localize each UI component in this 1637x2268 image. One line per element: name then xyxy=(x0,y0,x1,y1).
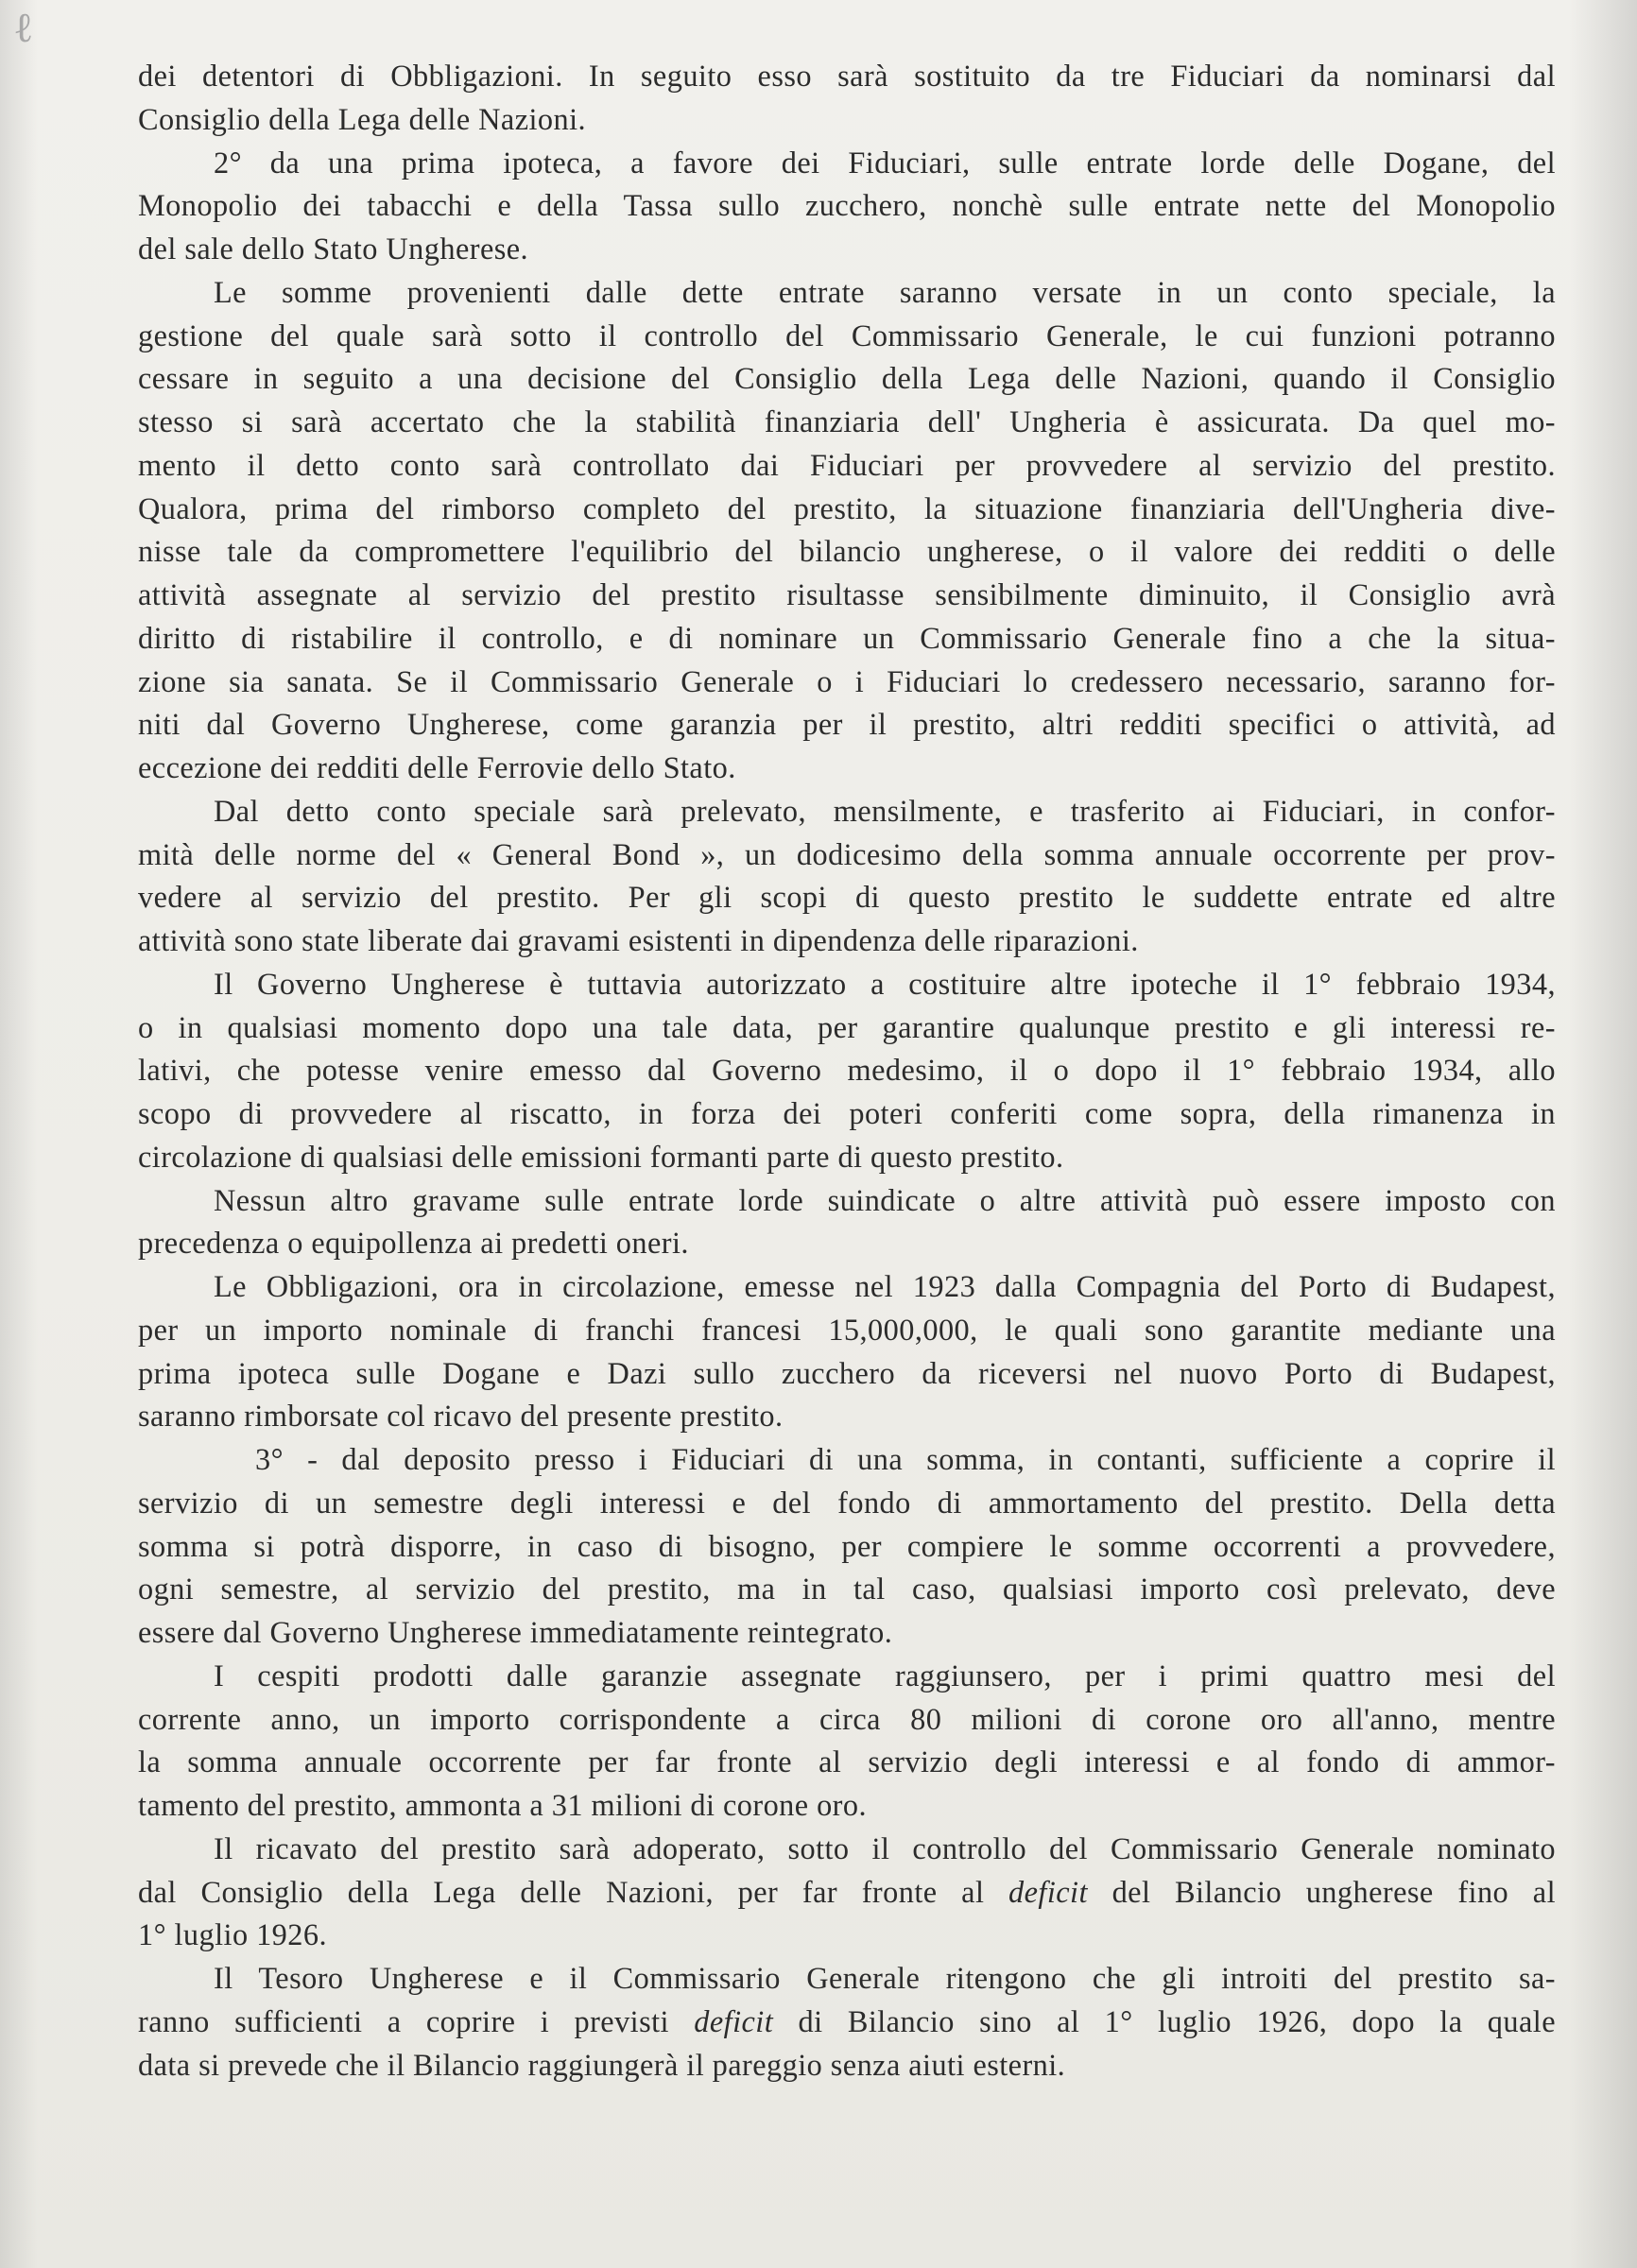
text-line: 3° - dal deposito presso i Fiduciari di una somma, in contanti, sufficiente a coprire il xyxy=(255,1442,1556,1476)
text-line: Consiglio della Lega delle Nazioni. xyxy=(138,101,587,136)
text-line: somma si potrà disporre, in caso di bisogno, per compiere le somme occorrenti a provvedere, xyxy=(138,1528,1556,1563)
text-line: circolazione di qualsiasi delle emissioni formanti parte di questo prestito. xyxy=(138,1139,1064,1174)
text-line: lativi, che potesse venire emesso dal Governo medesimo, il o dopo il 1° febbraio 1934, allo xyxy=(138,1053,1556,1088)
paragraph xyxy=(138,1179,1556,1266)
text-line: ogni semestre, al servizio del prestito, ma in tal caso, qualsiasi importo così prelevato, deve xyxy=(138,1572,1556,1606)
text-line: servizio di un semestre degli interessi e del fondo di ammortamento del prestito. Della detta xyxy=(138,1485,1556,1520)
text-line: I cespiti prodotti dalle garanzie assegnate raggiunsero, per i primi quattro mesi del xyxy=(214,1658,1556,1692)
text-line: niti dal Governo Ungherese, come garanzia per il prestito, altri redditi specifici o attività, ad xyxy=(138,707,1556,742)
corner-mark: ℓ xyxy=(13,4,34,52)
text-line: dei detentori di Obbligazioni. In seguito esso sarà sostituito da tre Fiduciari da nominarsi dal xyxy=(138,59,1556,93)
paragraph xyxy=(138,1265,1556,1438)
text-line: Monopolio dei tabacchi e della Tassa sullo zucchero, nonchè sulle entrate nette del Monopolio xyxy=(138,188,1556,223)
text-line: o in qualsiasi momento dopo una tale data, per garantire qualunque prestito e gli interessi re- xyxy=(138,1009,1556,1044)
paragraph xyxy=(138,1655,1556,1828)
text-line: attività sono state liberate dai gravami esistenti in dipendenza delle riparazioni. xyxy=(138,923,1139,957)
text-line: la somma annuale occorrente per far fronte al servizio degli interessi e al fondo di ammor- xyxy=(138,1744,1556,1779)
text-line: Il Governo Ungherese è tuttavia autorizzato a costituire altre ipoteche il 1° febbraio 1934, xyxy=(214,966,1556,1001)
paragraph xyxy=(138,963,1556,1179)
paragraph xyxy=(138,1828,1556,1957)
paragraph xyxy=(138,1957,1556,2087)
text-line: tamento del prestito, ammonta a 31 milioni di corone oro. xyxy=(138,1788,868,1822)
text-line: zione sia sanata. Se il Commissario Generale o i Fiduciari lo credessero necessario, saranno for- xyxy=(138,663,1556,698)
text-line: del sale dello Stato Ungherese. xyxy=(138,232,529,266)
text-line: essere dal Governo Ungherese immediatamente reintegrato. xyxy=(138,1615,893,1649)
text-line: Il ricavato del prestito sarà adoperato, sotto il controllo del Commissario Generale nominato xyxy=(214,1830,1556,1865)
text-line: cessare in seguito a una decisione del Consiglio della Lega delle Nazioni, quando il Consiglio xyxy=(138,361,1556,396)
text-line: vedere al servizio del prestito. Per gli scopi di questo prestito le suddette entrate ed altre xyxy=(138,880,1556,915)
text-line: mento il detto conto sarà controllato dai Fiduciari per provvedere al servizio del prestito. xyxy=(138,447,1556,482)
text-line: Dal detto conto speciale sarà prelevato, mensilmente, e trasferito ai Fiduciari, in confor- xyxy=(214,793,1556,828)
paragraph xyxy=(138,271,1556,790)
text-line: data si prevede che il Bilancio raggiungerà il pareggio senza aiuti esterni. xyxy=(138,2047,1066,2082)
text-line: ranno sufficienti a coprire i previsti deficit di Bilancio sino al 1° luglio 1926, dopo la quale xyxy=(138,2003,1556,2038)
emphasis: deficit xyxy=(694,2003,774,2038)
text-line: nisse tale da compromettere l'equilibrio del bilancio ungherese, o il valore dei redditi o delle xyxy=(138,534,1556,569)
text-line: eccezione dei redditi delle Ferrovie dello Stato. xyxy=(138,750,736,784)
paragraph xyxy=(138,142,1556,271)
text-line: diritto di ristabilire il controllo, e di nominare un Commissario Generale fino a che la situa- xyxy=(138,620,1556,655)
text-line: Il Tesoro Ungherese e il Commissario Generale ritengono che gli introiti del prestito sa- xyxy=(214,1961,1556,1995)
text-line: gestione del quale sarà sotto il controllo del Commissario Generale, le cui funzioni potranno xyxy=(138,318,1556,352)
text-line: Le somme provenienti dalle dette entrate saranno versate in un conto speciale, la xyxy=(214,274,1556,309)
paragraph xyxy=(138,790,1556,963)
text-line: attività assegnate al servizio del prestito risultasse sensibilmente diminuito, il Consiglio avrà xyxy=(138,577,1556,611)
document-body xyxy=(138,55,1556,2087)
emphasis: deficit xyxy=(1008,1874,1088,1909)
paragraph xyxy=(138,1438,1556,1655)
text-line: Le Obbligazioni, ora in circolazione, emesse nel 1923 dalla Compagnia del Porto di Budapest, xyxy=(214,1269,1556,1303)
text-line: Qualora, prima del rimborso completo del prestito, la situazione finanziaria dell'Ungheria dive- xyxy=(138,490,1556,525)
text-line: 1° luglio 1926. xyxy=(138,1917,327,1952)
text-line: per un importo nominale di franchi francesi 15,000,000, le quali sono garantite mediante una xyxy=(138,1312,1556,1347)
text-line: mità delle norme del « General Bond », un dodicesimo della somma annuale occorrente per prov- xyxy=(138,836,1556,871)
text-line: prima ipoteca sulle Dogane e Dazi sullo zucchero da riceversi nel nuovo Porto di Budapest, xyxy=(138,1355,1556,1390)
text-line: corrente anno, un importo corrispondente a circa 80 milioni di corone oro all'anno, mentre xyxy=(138,1701,1556,1736)
text-line: scopo di provvedere al riscatto, in forza dei poteri conferiti come sopra, della rimanenza in xyxy=(138,1096,1556,1130)
text-line: stesso si sarà accertato che la stabilità finanziaria dell' Ungheria è assicurata. Da quel mo- xyxy=(138,404,1556,438)
text-line: 2° da una prima ipoteca, a favore dei Fiduciari, sulle entrate lorde delle Dogane, del xyxy=(214,145,1556,180)
text-line: saranno rimborsate col ricavo del presente prestito. xyxy=(138,1399,784,1434)
text-line: precedenza o equipollenza ai predetti oneri. xyxy=(138,1226,689,1261)
paragraph xyxy=(138,55,1556,142)
text-line: dal Consiglio della Lega delle Nazioni, per far fronte al deficit del Bilancio ungherese fino al xyxy=(138,1874,1556,1909)
text-line: Nessun altro gravame sulle entrate lorde suindicate o altre attività può essere imposto con xyxy=(214,1182,1556,1217)
